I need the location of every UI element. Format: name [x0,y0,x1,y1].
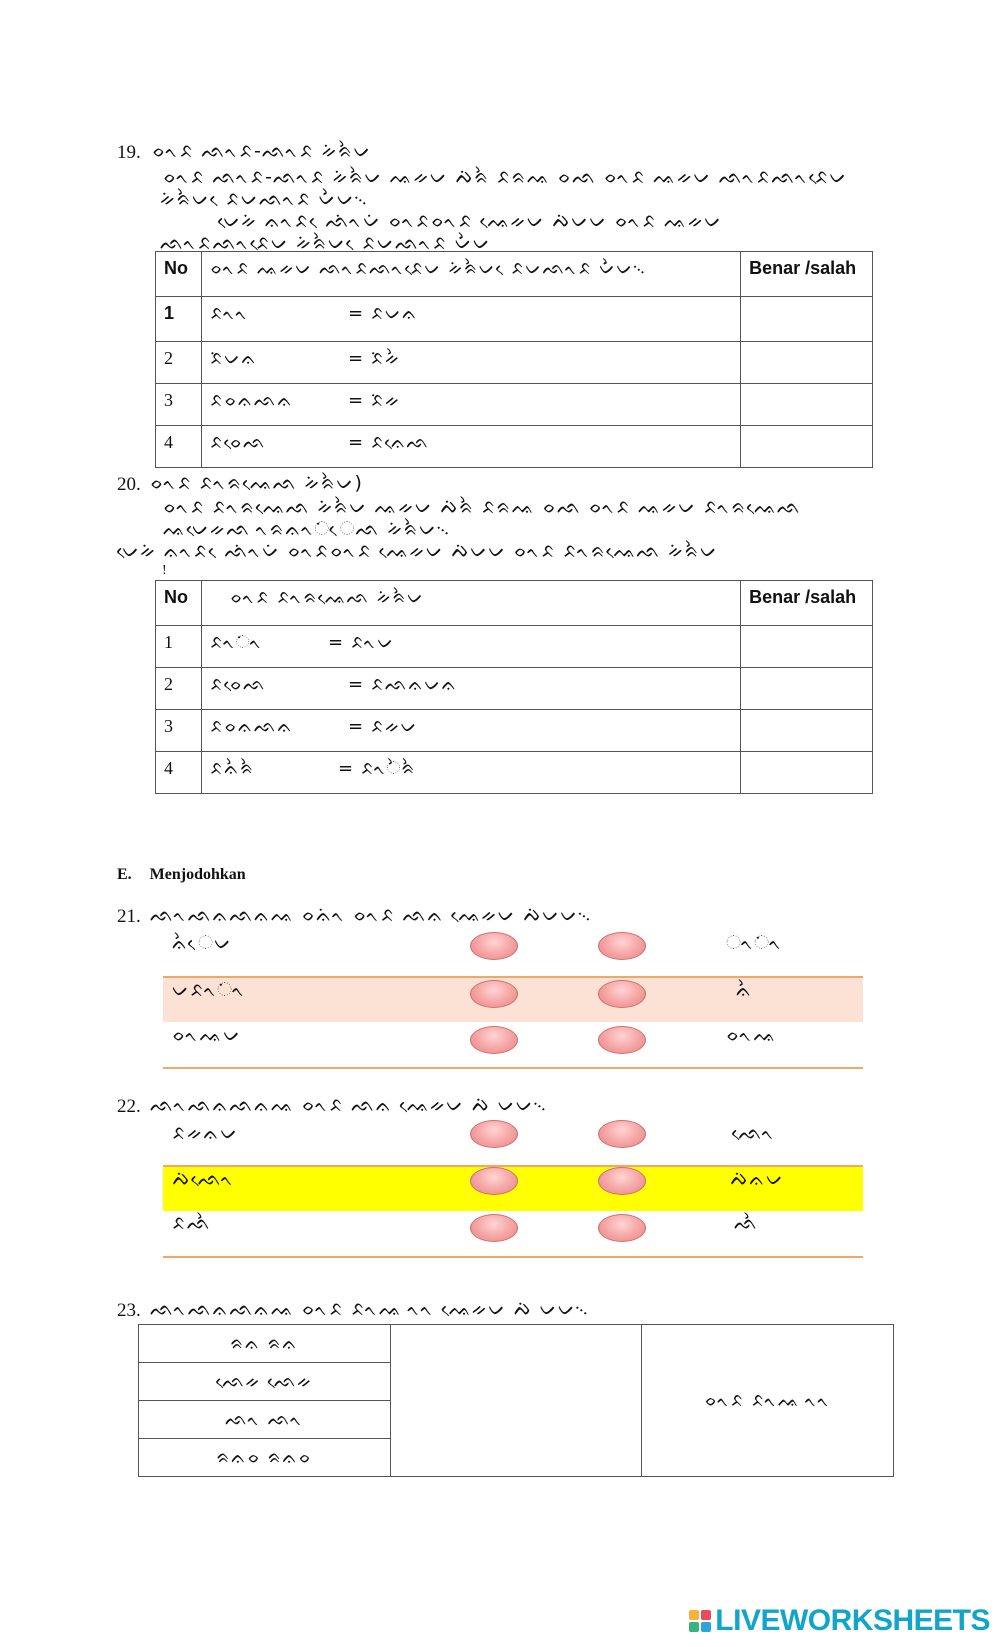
word-left: ᨅᨚᨚ [209,303,249,324]
word-left: ᨅᨗᨆᨊ [209,348,258,369]
table-row [156,710,873,752]
word-left: ᨅᨔᨙᨒ [209,432,267,453]
match-right-dot[interactable] [598,1214,646,1242]
word-right: ᨅᨗᨀᨛ [370,348,401,369]
q20-line-3: ᨆᨙᨀᨗ ᨊᨚᨅ ᨙᨒᨗᨚᨆᨗ ᨔᨚᨅᨔᨚᨅ ᨕᨙᨀᨆ ᨄᨗᨆᨆ ᨔᨚᨅ ᨅᨚᨑᨕᨙᨒ ᨀᨗᨑᨛᨆ [117,540,719,562]
q20-title: ᨔᨚᨅ ᨅᨚᨑᨕᨙᨒ ᨀᨗᨑᨛᨆ) [150,472,363,494]
match-right-dot[interactable] [598,932,646,960]
logo-square [701,1622,711,1632]
q20-line-1: ᨔᨚᨅ ᨅᨚᨑᨕᨙᨒ ᨀᨗᨑᨛᨆ ᨕᨀᨆ ᨄᨗᨑᨛ ᨅᨑᨕ ᨔᨒ ᨔᨚᨅ ᨕᨀᨆ ᨅᨚᨑᨕᨙᨒ [163,496,802,518]
q21-number: 21. [117,906,141,927]
row-word [201,668,740,710]
answer-cell[interactable] [741,668,873,710]
header-no: No [156,581,202,626]
row-number: 2 [156,668,202,710]
answer-cell[interactable] [741,426,873,468]
match-right-item: ᨚᨗᨚ [726,932,784,954]
match-left-dot[interactable] [470,980,518,1008]
row-number: 4 [156,426,202,468]
match-right-item: ᨒᨛ [734,1212,759,1234]
row-word [201,297,740,342]
equals-sign: = [347,390,365,411]
equals-sign: = [337,758,355,779]
match-left-item: ᨅᨀᨊᨆ [172,1122,239,1144]
row-word [201,426,740,468]
logo-square [689,1622,699,1632]
match-left-item: ᨆᨅᨚᨗᨚ [172,979,247,1001]
row-number: 2 [156,342,202,384]
logo-text: LIVEWORKSHEETS [715,1604,990,1637]
match-left-dot[interactable] [470,1167,518,1195]
row-number: 1 [156,626,202,668]
word-right: ᨅᨚᨆ [350,632,395,653]
option-cell[interactable]: ᨑᨊᨔ ᨑᨊᨔ [139,1439,391,1477]
q23-instruction: ᨒᨚᨒᨊᨒᨊᨕ ᨔᨚᨅ ᨅᨚᨕ ᨚᨚ ᨕᨙᨀᨆ ᨄᨗ ᨆᨆ᨞ [150,1298,591,1320]
q20-table [155,580,873,794]
q20-number: 20. [117,474,141,495]
q21-divider [163,976,863,978]
table-header-row [156,581,873,626]
word-right: ᨅᨚᨛᨑᨛ [360,758,417,779]
row-word [201,710,740,752]
q22-number: 22. [117,1096,141,1117]
match-right-item: ᨄᨗᨊᨆ [730,1168,785,1190]
answer-cell[interactable] [741,710,873,752]
table-row [156,342,873,384]
answer-cell[interactable] [741,342,873,384]
word-right: ᨅᨊᨙᨒ [370,432,430,453]
q20-line-2: ᨕᨆᨙᨀᨒ ᨚᨑᨊᨚᨗᨙᨒ ᨀᨗᨑᨛᨆ᨞ [163,518,452,540]
q22-divider [163,1256,863,1258]
match-left-dot[interactable] [470,1214,518,1242]
header-word: ᨔᨚᨅ ᨕᨀᨆ ᨒᨚᨅᨒᨚᨅᨙᨆ ᨀᨗᨑᨛᨆ ᨙᨅᨆᨒᨚᨅ ᨆᨛᨗᨆ᨞ [201,252,740,297]
equals-sign: = [347,348,365,369]
equals-sign: = [347,303,365,324]
answer-cell[interactable] [741,626,873,668]
q19-table [155,251,873,468]
table-row [156,297,873,342]
q19-title: ᨔᨚᨅ ᨒᨚᨅ-ᨒᨚᨅ ᨀᨗᨑᨛᨆ [152,140,372,162]
table-header-row [156,252,873,297]
option-cell[interactable]: ᨒᨙᨀ ᨒᨙᨀ [139,1363,391,1401]
header-answer: Benar /salah [741,252,873,297]
row-word [201,342,740,384]
header-no: No [156,252,202,297]
equals-sign: = [327,632,345,653]
table-row [156,668,873,710]
q21-divider [163,1067,863,1069]
section-title: Menjodohkan [149,866,246,883]
section-letter: E. [117,866,132,883]
row-word [201,626,740,668]
header-answer: Benar /salah [741,581,873,626]
match-right-dot[interactable] [598,1026,646,1054]
logo-square [701,1610,711,1620]
logo-square [689,1610,699,1620]
match-left-item: ᨊᨛᨙᨆ [172,932,233,954]
q23-number: 23. [117,1300,141,1321]
liveworksheets-logo [689,1604,990,1638]
word-left: ᨅᨔᨊᨒᨊ [209,390,294,411]
match-right-item: ᨊᨛ [736,979,753,1001]
match-left-dot[interactable] [470,1120,518,1148]
q19-line-1: ᨔᨚᨅ ᨒᨚᨅ-ᨒᨚᨅ ᨀᨗᨑᨛᨆ ᨕᨀᨆ ᨄᨗᨑᨛ ᨅᨑᨕ ᨔᨒ ᨔᨚᨅ ᨕᨀᨆ ᨒᨚᨅᨒᨚᨅᨙᨆ [163,166,848,188]
row-word [201,752,740,794]
match-left-item: ᨔᨚᨕᨆ [172,1024,242,1046]
row-word [201,384,740,426]
drop-zone[interactable] [390,1325,642,1477]
q19-line-3: ᨆᨙᨀᨗ ᨊᨚᨅ ᨙᨒᨗᨚᨆᨗ ᨔᨚᨅᨔᨚᨅ ᨕᨙᨀᨆ ᨄᨗᨆᨆ ᨔᨚᨅ ᨕᨀᨆ [218,210,723,232]
section-e-heading [117,866,246,884]
match-right-dot[interactable] [598,1167,646,1195]
table-row [156,752,873,794]
match-right-dot[interactable] [598,1120,646,1148]
row-number: 1 [156,297,202,342]
q23-table [138,1324,894,1477]
match-right-dot[interactable] [598,980,646,1008]
header-word: ᨔᨚᨅ ᨅᨚᨑᨕᨙᨒ ᨀᨗᨑᨛᨆ [201,581,740,626]
answer-cell[interactable] [741,752,873,794]
row-number: 4 [156,752,202,794]
match-left-dot[interactable] [470,932,518,960]
target-word: ᨔᨚᨅ ᨅᨚᨕ ᨚᨚ [642,1325,894,1477]
word-left: ᨅᨚᨗᨚ [209,632,264,653]
table-row [156,426,873,468]
q21-instruction: ᨒᨚᨒᨊᨒᨊᨕ ᨔᨊᨗᨚ ᨔᨚᨅ ᨒᨊ ᨕᨙᨀᨆ ᨄᨗᨆᨆ᨞ [150,904,593,926]
option-cell[interactable]: ᨑᨊ ᨑᨊ [139,1325,391,1363]
equals-sign: = [347,716,365,737]
row-number: 3 [156,384,202,426]
word-right: ᨅᨆᨊ [370,303,419,324]
match-left-item: ᨄᨗᨒᨙᨚ [172,1168,236,1190]
table-row [139,1325,894,1363]
logo-squares-icon [689,1610,711,1632]
table-row [156,626,873,668]
word-left: ᨅᨔᨊᨒᨊ [209,716,294,737]
equals-sign: = [347,432,365,453]
q19-line-4: ᨒᨚᨅᨒᨚᨅᨙᨆ ᨀᨗᨑᨛᨆ ᨙᨅᨆᨒᨚᨅ ᨆᨛᨗᨆ [160,232,492,254]
word-right: ᨅᨗᨀ [370,390,401,411]
word-right: ᨅᨀᨆ [370,716,418,737]
match-right-item: ᨒᨙᨚ [732,1122,776,1144]
q22-divider [163,1165,863,1167]
q19-line-2: ᨀᨗᨑᨛᨆ ᨙᨅᨆᨒᨚᨅ ᨆᨛᨗᨆ᨞ [160,188,370,210]
match-left-item: ᨅᨒᨛ [172,1212,212,1234]
equals-sign: = [347,674,365,695]
word-right: ᨅᨒᨊᨆᨊ [370,674,458,695]
answer-cell[interactable] [741,384,873,426]
word-left: ᨅᨔᨙᨒ [209,674,267,695]
table-row [156,384,873,426]
answer-cell[interactable] [741,297,873,342]
row-number: 3 [156,710,202,752]
word-left: ᨅᨊᨛᨑᨛ [209,758,255,779]
option-cell[interactable]: ᨒᨚ ᨒᨚ [139,1401,391,1439]
q20-line-4: ! [162,563,167,578]
match-left-dot[interactable] [470,1026,518,1054]
match-right-item: ᨔᨚᨕ [726,1024,778,1046]
q19-number: 19. [117,142,141,163]
q22-instruction: ᨒᨚᨒᨊᨒᨊᨕ ᨔᨚᨅ ᨒᨊ ᨕᨙᨀᨆ ᨄᨗ ᨆᨆ᨞ [150,1094,549,1116]
